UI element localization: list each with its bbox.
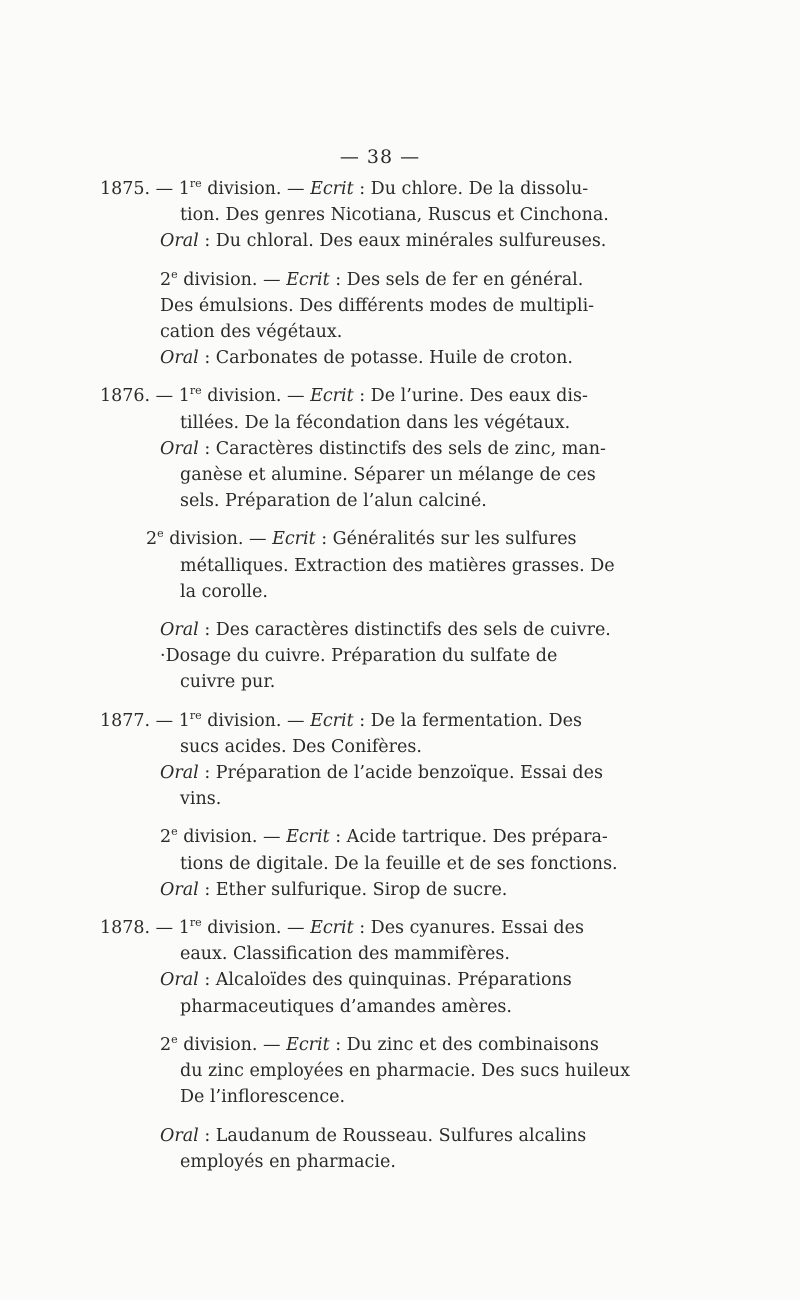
text-line: 1877. — 1re division. — Ecrit : De la fermentation. Des	[100, 708, 583, 731]
text-line: eaux. Classification des mammifères.	[180, 944, 510, 965]
entry-1876	[100, 383, 660, 695]
text-line: tion. Des genres Nicotiana, Ruscus et Cinchona.	[180, 205, 609, 226]
text-line: 2e division. — Ecrit : Du zinc et des combinaisons	[160, 1032, 599, 1055]
text-line: vins.	[180, 789, 222, 810]
page-number: — 38 —	[339, 146, 421, 168]
page-body	[100, 176, 660, 1175]
text-line: Oral : Préparation de l’acide benzoïque. Essai des	[160, 763, 603, 784]
text-line: pharmaceutiques d’amandes amères.	[180, 996, 512, 1017]
text-line: ganèse et alumine. Séparer un mélange de ces	[180, 465, 596, 486]
text-line: Oral : Alcaloïdes des quinquinas. Préparations	[160, 970, 572, 991]
text-line: Oral : Des caractères distinctifs des sels de cuivre.	[160, 620, 611, 641]
text-line: Oral : Carbonates de potasse. Huile de croton.	[160, 348, 573, 369]
text-line: Oral : Caractères distinctifs des sels de zinc, man-	[160, 438, 606, 459]
entry-1875	[100, 176, 660, 371]
text-line: sucs acides. Des Conifères.	[180, 736, 422, 757]
text-line: ·Dosage du cuivre. Préparation du sulfate de	[160, 646, 558, 667]
text-line: sels. Préparation de l’alun calciné.	[180, 491, 487, 512]
text-line: Oral : Du chloral. Des eaux minérales sulfureuses.	[160, 231, 607, 252]
text-line: employés en pharmacie.	[180, 1151, 396, 1172]
text-line: 2e division. — Ecrit : Généralités sur les sulfures	[146, 527, 577, 550]
text-line: tillées. De la fécondation dans les végétaux.	[180, 412, 571, 433]
text-line: la corolle.	[180, 581, 268, 602]
text-line: 1878. — 1re division. — Ecrit : Des cyanures. Essai des	[100, 916, 584, 939]
entry-1878	[100, 915, 660, 1175]
text-line: 2e division. — Ecrit : Acide tartrique. Des prépara-	[160, 825, 608, 848]
text-line: 2e division. — Ecrit : Des sels de fer en général.	[160, 267, 584, 290]
text-line: 1876. — 1re division. — Ecrit : De l’urine. Des eaux dis-	[100, 384, 588, 407]
entry-1877	[100, 708, 660, 903]
text-line: Des émulsions. Des différents modes de multipli-	[160, 295, 595, 316]
text-line: 1875. — 1re division. — Ecrit : Du chlore. De la dissolu-	[100, 177, 589, 199]
text-line: cuivre pur.	[180, 672, 276, 693]
text-line: Oral : Ether sulfurique. Sirop de sucre.	[160, 879, 508, 900]
text-line: De l’inflorescence.	[180, 1087, 346, 1108]
text-line: du zinc employées en pharmacie. Des sucs huileux	[180, 1061, 631, 1082]
text-line: métalliques. Extraction des matières grasses. De	[180, 555, 615, 576]
text-line: tions de digitale. De la feuille et de ses fonctions.	[180, 853, 618, 874]
text-line: Oral : Laudanum de Rousseau. Sulfures alcalins	[160, 1125, 587, 1146]
text-line: cation des végétaux.	[160, 322, 343, 343]
